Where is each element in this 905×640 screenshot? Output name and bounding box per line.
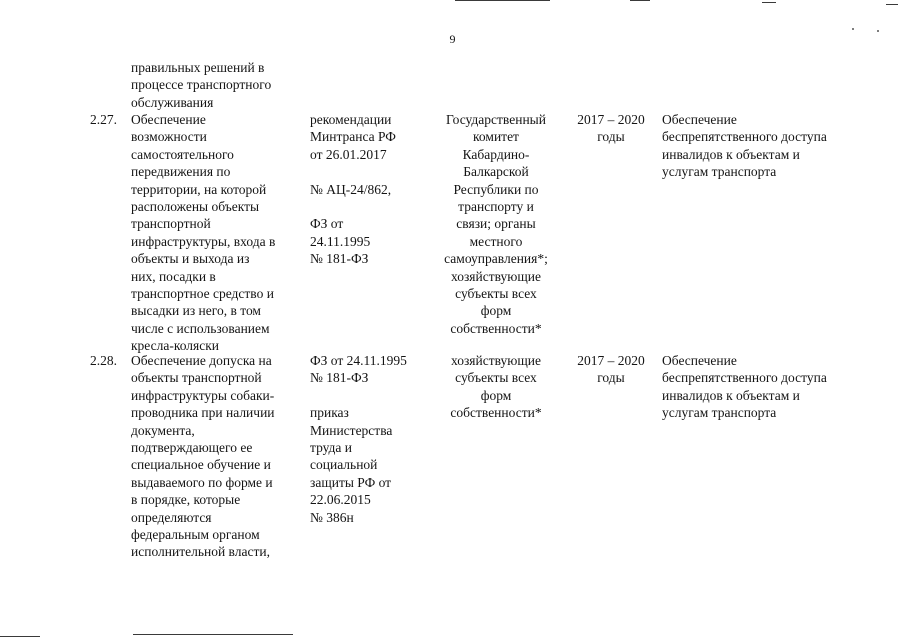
scan-speck	[852, 28, 854, 30]
row-2-28-description: Обеспечение допуска на объекты транспортной инфраструктуры собаки- проводника при наличии документа, подтверждающего ее специальное обучение и выдаваемого по форме и в порядке, которые определяются федеральным органом исполнительной власти,	[131, 353, 275, 560]
row-2-28-legal-basis: ФЗ от 24.11.1995 № 181-ФЗ приказ Министерства труда и социальной защиты РФ от 22.06.2015 № 386н	[310, 353, 407, 525]
row-2-27-number: 2.27.	[90, 112, 117, 127]
row-2-27-term: 2017 – 2020 годы	[577, 112, 645, 145]
scan-artifact-top-line	[455, 0, 550, 1]
page-number: 9	[449, 32, 456, 46]
row-2-27-result: Обеспечение беспрепятственного доступа инвалидов к объектам и услугам транспорта	[662, 112, 827, 180]
row-continuation-description: правильных решений в процессе транспортного обслуживания	[131, 60, 272, 110]
row-2-27-description: Обеспечение возможности самостоятельного передвижения по территории, на которой расположены объекты транспортной инфраструктуры, входа в объекты и выхода из них, посадки в транспортное средство и высадки из него, в том числе с использованием кресла-коляски	[131, 112, 276, 354]
row-2-28-number: 2.28.	[90, 353, 117, 368]
row-2-27-legal-basis: рекомендации Минтранса РФ от 26.01.2017 № АЦ-24/862, ФЗ от 24.11.1995 № 181-ФЗ	[310, 112, 396, 267]
scan-artifact-bottom-line	[0, 636, 40, 637]
row-2-28-result: Обеспечение беспрепятственного доступа инвалидов к объектам и услугам транспорта	[662, 353, 827, 421]
scan-artifact-bottom-line	[133, 634, 293, 635]
row-2-28-term: 2017 – 2020 годы	[577, 353, 645, 386]
scan-artifact-top-line	[630, 0, 650, 1]
row-2-28-executor: хозяйствующие субъекты всех форм собственности*	[450, 353, 542, 421]
scan-artifact-top-line	[886, 4, 898, 5]
scan-artifact-top-line	[762, 2, 776, 3]
row-2-27-executor: Государственный комитет Кабардино- Балкарской Республики по транспорту и связи; органы местного самоуправления*; хозяйствующие субъекты всех форм собственности*	[444, 112, 548, 336]
